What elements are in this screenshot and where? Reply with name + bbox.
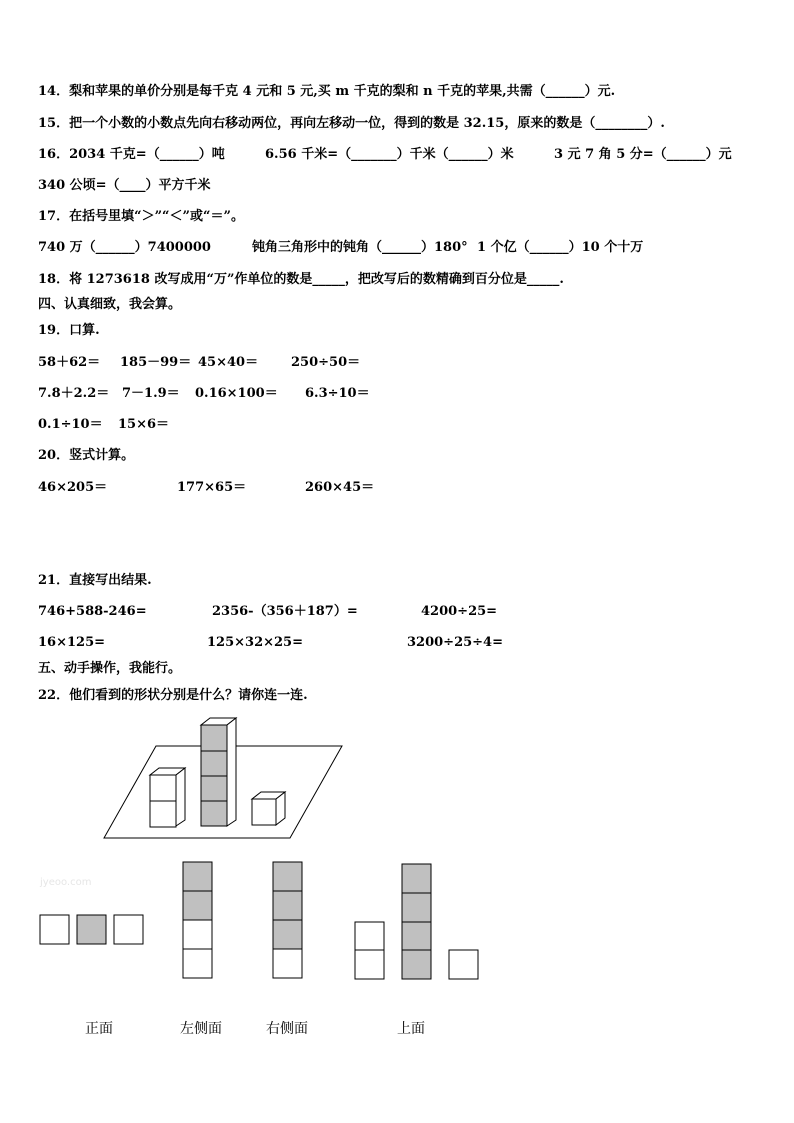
q20-item: 260×45＝: [305, 480, 375, 495]
q19-item: 0.1÷10＝: [38, 417, 103, 432]
question-17-b: 钝角三角形中的钝角（______）180°: [252, 240, 468, 255]
view-right-side: [273, 862, 302, 978]
question-16-c: 3 元 7 角 5 分=（______）元: [554, 147, 732, 162]
q21-item: 746+588-246=: [38, 604, 147, 619]
question-20-title: 20．竖式计算。: [38, 448, 135, 463]
label-right-side: 右侧面: [266, 1021, 308, 1037]
question-14: 14．梨和苹果的单价分别是每千克 4 元和 5 元,买 m 千克的梨和 n 千克的苹果,共需（______）元.: [38, 84, 616, 99]
question-22-title: 22．他们看到的形状分别是什么？请你连一连.: [38, 688, 308, 703]
section-4-heading: 四、认真细致，我会算。: [38, 297, 182, 312]
question-17-title: 17．在括号里填“＞”“＜”或“＝”。: [38, 209, 244, 224]
label-front: 正面: [85, 1021, 113, 1037]
question-19-title: 19．口算.: [38, 323, 100, 338]
view-left-side: [183, 862, 212, 978]
label-top: 上面: [397, 1021, 425, 1037]
q19-item: 250÷50＝: [291, 355, 361, 370]
question-17-c: 1 个亿（______）10 个十万: [477, 240, 644, 255]
q19-item: 15×6＝: [118, 417, 170, 432]
q21-item: 16×125=: [38, 635, 106, 650]
q19-item: 7－1.9＝: [122, 386, 180, 401]
question-16-d: 340 公顷=（____）平方千米: [38, 178, 211, 193]
q19-item: 0.16×100＝: [195, 386, 278, 401]
q20-item: 177×65＝: [177, 480, 247, 495]
question-16-b: 6.56 千米=（_______）千米（______）米: [265, 147, 514, 162]
q21-item: 3200÷25÷4=: [407, 635, 503, 650]
q19-item: 7.8＋2.2＝: [38, 386, 110, 401]
question-21-title: 21．直接写出结果.: [38, 573, 152, 588]
question-17-a: 740 万（______）7400000: [38, 240, 211, 255]
question-15: 15．把一个小数的小数点先向右移动两位，再向左移动一位，得到的数是 32.15，原来的数是（________）.: [38, 116, 665, 131]
cube-stack-left: [150, 768, 185, 827]
cube-single: [252, 792, 285, 825]
question-18: 18．将 1273618 改写成用“万”作单位的数是_____，把改写后的数精确到百分位是_____.: [38, 272, 564, 287]
section-5-heading: 五、动手操作，我能行。: [38, 661, 182, 676]
label-left-side: 左侧面: [180, 1021, 222, 1037]
question-16-a: 16．2034 千克=（______）吨: [38, 147, 225, 162]
cube-stack-tall: [201, 718, 236, 826]
q19-item: 6.3÷10＝: [305, 386, 370, 401]
watermark: jyeoo.com: [40, 877, 92, 888]
q19-item: 58＋62＝: [38, 355, 101, 370]
view-front: [40, 915, 143, 944]
q19-item: 45×40＝: [198, 355, 259, 370]
q21-item: 125×32×25=: [207, 635, 303, 650]
q19-item: 185－99＝: [120, 355, 192, 370]
q20-item: 46×205＝: [38, 480, 108, 495]
q21-item: 2356-（356＋187）=: [212, 604, 358, 619]
view-top: [355, 864, 478, 979]
q21-item: 4200÷25=: [421, 604, 498, 619]
